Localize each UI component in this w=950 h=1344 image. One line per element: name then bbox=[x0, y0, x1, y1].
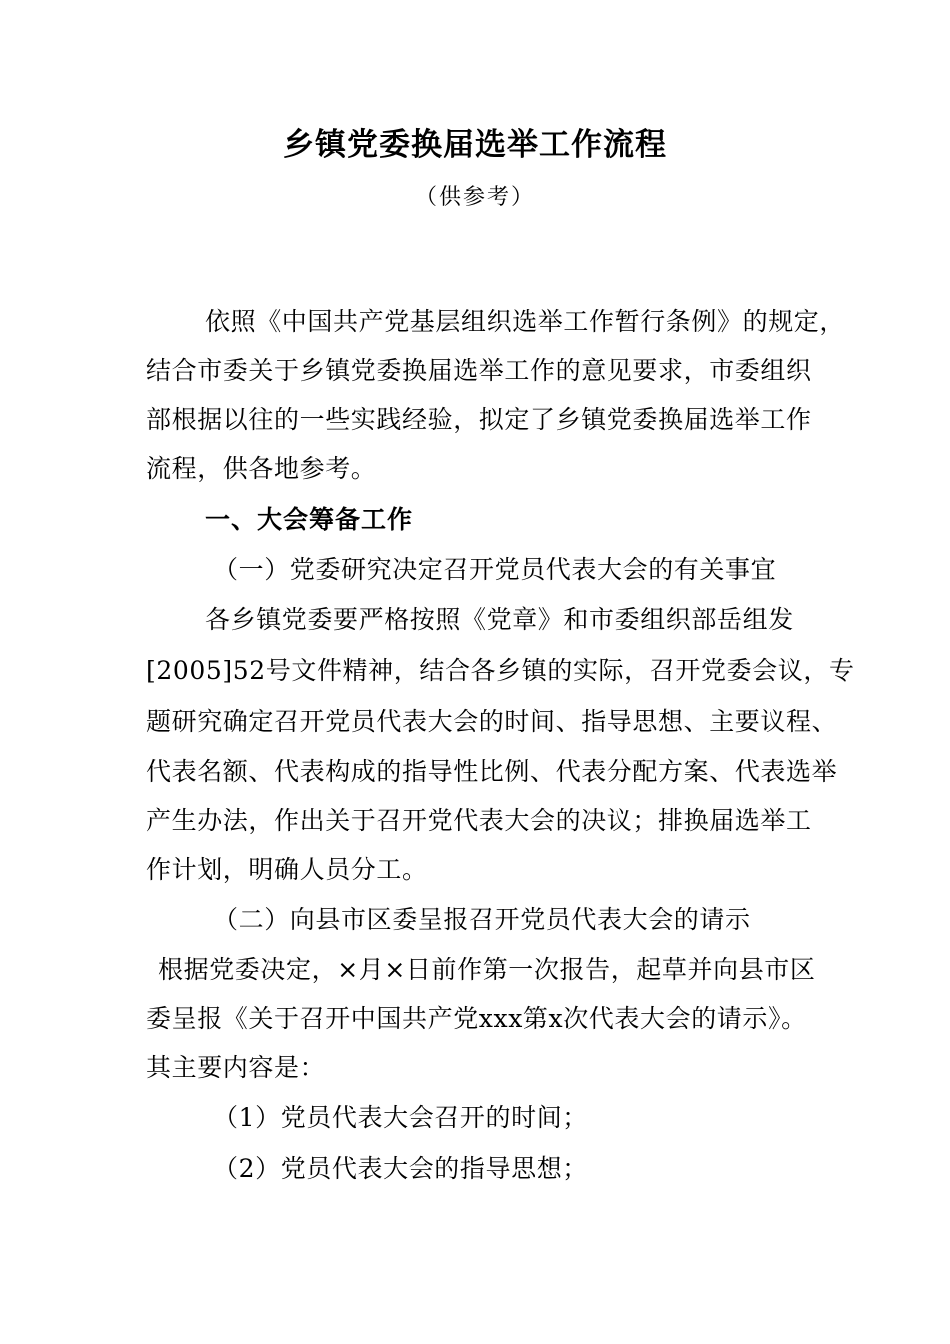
paragraph-line: 根据党委决定，×月×日前作第一次报告，起草并向县市区 bbox=[158, 955, 816, 984]
document-title: 乡镇党委换届选举工作流程 bbox=[283, 127, 667, 163]
paragraph-line: 其主要内容是： bbox=[146, 1053, 326, 1082]
paragraph-line: 流程，供各地参考。 bbox=[146, 454, 377, 483]
paragraph-line: 产生办法，作出关于召开党代表大会的决议；排换届选举工 bbox=[146, 806, 812, 835]
paragraph-line: 题研究确定召开党员代表大会的时间、指导思想、主要议程、 bbox=[146, 707, 838, 736]
subsection-heading: （二）向县市区委呈报召开党员代表大会的请示 bbox=[213, 905, 751, 934]
section-heading: 一、大会筹备工作 bbox=[205, 505, 414, 534]
paragraph-line: 结合市委关于乡镇党委换届选举工作的意见要求，市委组织 bbox=[146, 356, 812, 385]
paragraph-line: 各乡镇党委要严格按照《党章》和市委组织部岳组发 bbox=[205, 605, 794, 634]
paragraph-line: [2005]52号文件精神，结合各乡镇的实际，召开党委会议，专 bbox=[146, 656, 855, 685]
subsection-heading: （一）党委研究决定召开党员代表大会的有关事宜 bbox=[213, 555, 777, 584]
document-subtitle: （供参考） bbox=[414, 185, 535, 210]
paragraph-line: 依照《中国共产党基层组织选举工作暂行条例》的规定， bbox=[205, 307, 846, 336]
paragraph-line: 部根据以往的一些实践经验，拟定了乡镇党委换届选举工作 bbox=[146, 405, 812, 434]
paragraph-line: 委呈报《关于召开中国共产党xxx第x次代表大会的请示》。 bbox=[146, 1004, 807, 1033]
paragraph-line: 作计划，明确人员分工。 bbox=[146, 855, 428, 884]
list-item: （2）党员代表大会的指导思想； bbox=[213, 1154, 588, 1183]
list-item: （1）党员代表大会召开的时间； bbox=[213, 1103, 588, 1132]
paragraph-line: 代表名额、代表构成的指导性比例、代表分配方案、代表选举 bbox=[146, 757, 838, 786]
